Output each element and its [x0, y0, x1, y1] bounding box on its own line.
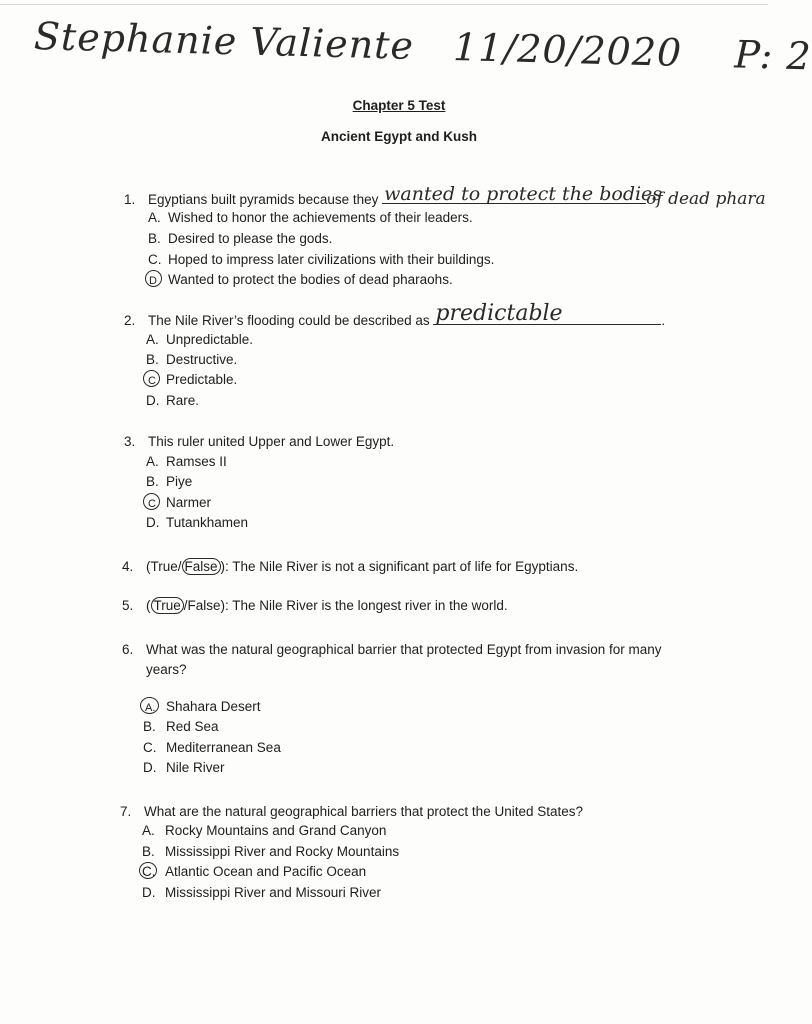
- handwritten-header: [33, 14, 812, 78]
- option-2b: B. Destructive.: [146, 352, 238, 367]
- circled-answer-mark: [140, 697, 159, 714]
- question-text: Egyptians built pyramids because they: [148, 192, 379, 207]
- question-1: 1. Egyptians built pyramids because they wanted to protect the bodies of dead phara: [124, 183, 766, 209]
- option-6c: C. Mediterranean Sea: [143, 740, 281, 755]
- question-text: What was the natural geographical barrier that protected Egypt from invasion for many: [146, 642, 662, 657]
- question-6: 6. What was the natural geographical barrier that protected Egypt from invasion for many: [122, 642, 662, 657]
- option-7d: D. Mississippi River and Missouri River: [142, 885, 382, 900]
- question-2: 2. The Nile River’s flooding could be described as predictable .: [124, 301, 666, 328]
- handwritten-answer: wanted to protect the bodies: [384, 183, 663, 205]
- circled-answer-mark: [143, 370, 160, 387]
- option-1c: C. Hoped to impress later civilizations with their buildings.: [148, 252, 495, 267]
- answer-blank: [433, 301, 661, 326]
- option-2a: A. Unpredictable.: [146, 332, 254, 347]
- handwritten-answer: predictable: [435, 301, 563, 326]
- circled-answer-mark: [139, 862, 157, 879]
- question-text: The Nile River’s flooding could be described as: [148, 313, 430, 328]
- circled-answer-mark: [145, 270, 162, 287]
- class-period: P: 2: [733, 32, 812, 79]
- option-3d: D. Tutankhamen: [146, 515, 249, 530]
- test-subtitle: Ancient Egypt and Kush: [320, 129, 477, 144]
- option-2c: C Predictable.: [146, 372, 237, 387]
- option-3a: A. Ramses II: [146, 454, 227, 469]
- option-3b: B. Piye: [146, 474, 193, 489]
- answer-blank: [382, 183, 663, 205]
- option-7a: A. Rocky Mountains and Grand Canyon: [142, 823, 387, 838]
- option-2d: D. Rare.: [146, 393, 200, 408]
- question-text: This ruler united Upper and Lower Egypt.: [148, 434, 395, 449]
- option-7b: B. Mississippi River and Rocky Mountains: [142, 844, 400, 859]
- option-6b: B. Red Sea: [143, 719, 219, 734]
- question-6-continued: years?: [146, 662, 187, 677]
- question-text: What are the natural geographical barriers that protect the United States?: [144, 804, 584, 819]
- circled-answer: True: [151, 597, 184, 614]
- test-date: 11/20/2020: [452, 24, 683, 75]
- option-7c: C. Atlantic Ocean and Pacific Ocean: [142, 864, 366, 879]
- page-top-edge: [0, 4, 768, 5]
- question-5: 5. ( True /False): The Nile River is the longest river in the world.: [122, 598, 508, 613]
- test-title: Chapter 5 Test: [352, 98, 446, 113]
- question-7: 7. What are the natural geographical barriers that protect the United States?: [120, 804, 584, 819]
- circled-answer-mark: [143, 493, 160, 510]
- question-4: 4. (True/ False ): The Nile River is not a significant part of life for Egyptians.: [122, 559, 579, 574]
- option-3c: C Narmer: [146, 495, 211, 510]
- option-6d: D. Nile River: [143, 760, 225, 775]
- option-1b: B. Desired to please the gods.: [148, 231, 333, 246]
- option-1d: D Wanted to protect the bodies of dead pharaohs.: [148, 272, 453, 287]
- student-name: Stephanie Valiente: [33, 14, 415, 68]
- option-1a: A. Wished to honor the achievements of their leaders.: [148, 210, 473, 225]
- circled-answer: False: [182, 558, 221, 575]
- handwritten-answer-overflow: of dead phara: [646, 189, 766, 209]
- question-3: 3. This ruler united Upper and Lower Egypt.: [124, 434, 395, 449]
- option-6a: A. Shahara Desert: [143, 699, 261, 714]
